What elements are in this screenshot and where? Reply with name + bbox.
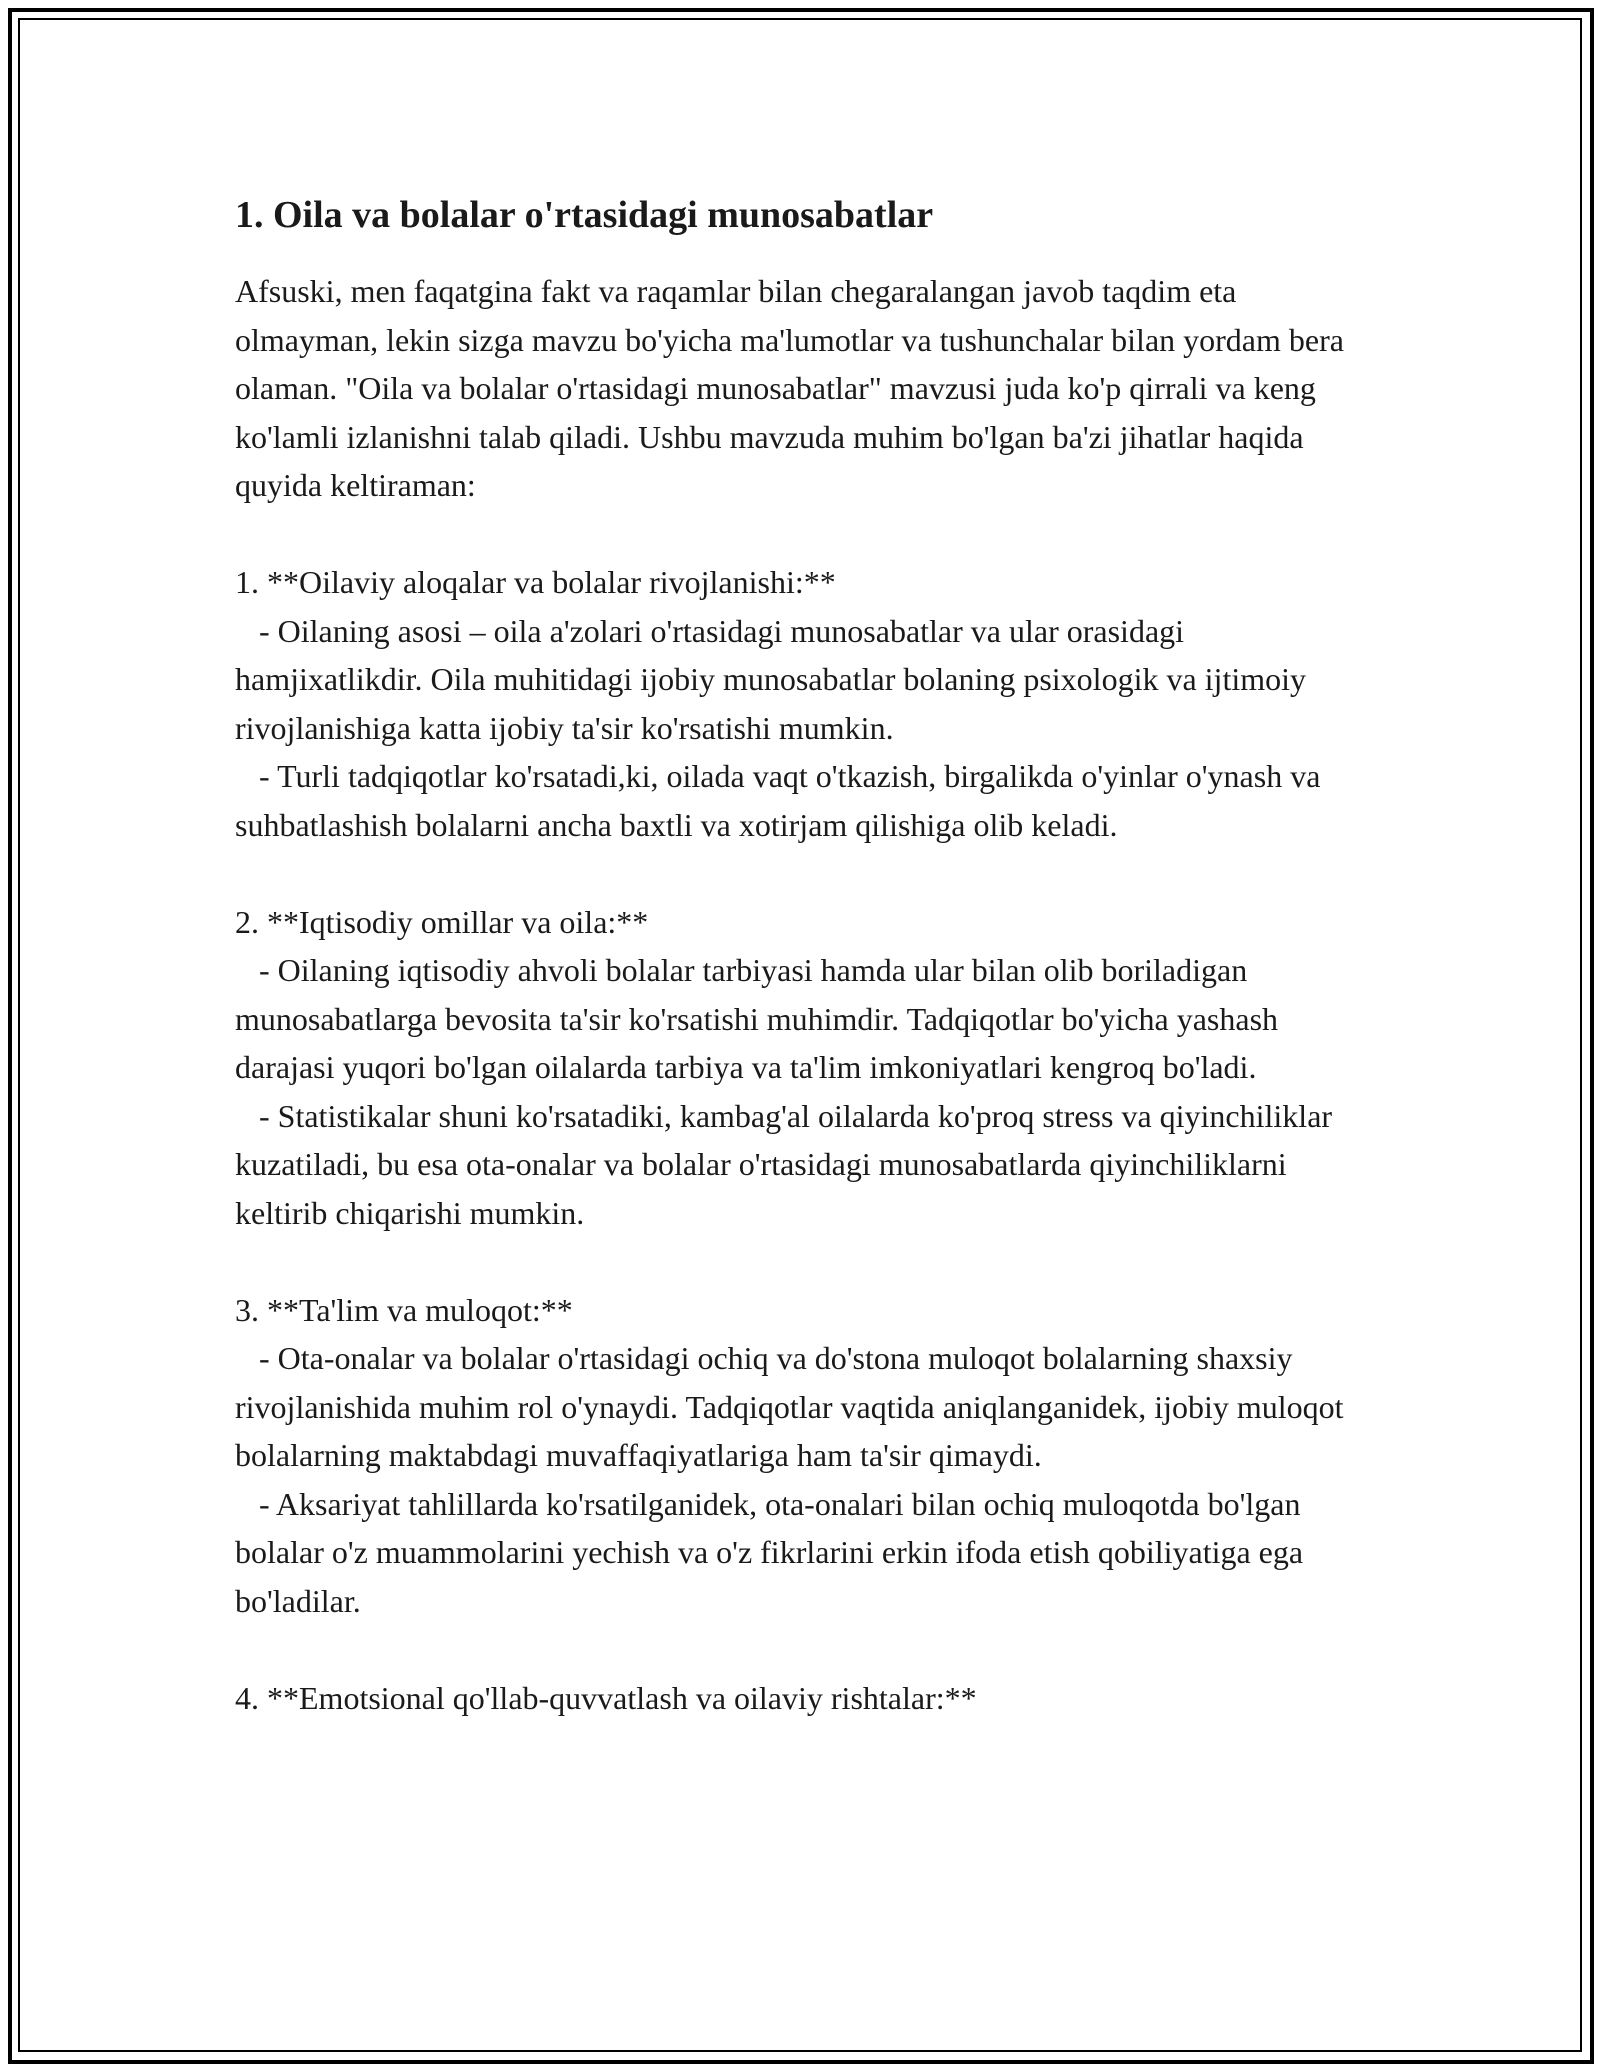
section-bullet: - Ota-onalar va bolalar o'rtasidagi ochiq va do'stona muloqot bolalarning shaxsiy rivojlanishida muhim rol o'ynaydi. Tadqiqotlar vaqtida aniqlanganidek, ijobiy muloqot bolalarning maktabdagi muvaffaqiyatlariga ham ta'sir qimaydi. [235,1340,1344,1473]
section-heading: 4. **Emotsional qo'llab-quvvatlash va oilaviy rishtalar:** [235,1679,977,1716]
section-heading: 2. **Iqtisodiy omillar va oila:** [235,903,649,940]
section-3 [235,1286,1375,1626]
paragraph-gap [235,510,1375,559]
section-heading: 3. **Ta'lim va muloqot:** [235,1291,573,1328]
paragraph-gap [235,849,1375,898]
section-bullet: - Oilaning asosi – oila a'zolari o'rtasidagi munosabatlar va ular orasidagi hamjixatlikdir. Oila muhitidagi ijobiy munosabatlar bolaning psixologik va ijtimoiy rivojlanishiga katta ijobiy ta'sir ko'rsatishi mumkin. [235,612,1306,746]
section-2 [235,898,1375,1238]
section-bullet: - Oilaning iqtisodiy ahvoli bolalar tarbiyasi hamda ular bilan olib boriladigan munosabatlarga bevosita ta'sir ko'rsatishi muhimdir. Tadqiqotlar bo'yicha yashash darajasi yuqori bo'lgan oilalarda tarbiya va ta'lim imkoniyatlari kengroq bo'ladi. [235,952,1279,1085]
section-4 [235,1674,1375,1723]
intro-paragraph: Afsuski, men faqatgina fakt va raqamlar bilan chegaralangan javob taqdim eta olmayman, lekin sizga mavzu bo'yicha ma'lumotlar va tushunchalar bilan yordam bera olaman. "Oila va bolalar o'rtasidagi munosabatlar" mavzusi juda ko'p qirrali va keng ko'lamli izlanishni talab qiladi. Ushbu mavzuda muhim bo'lgan ba'zi jihatlar haqida quyida keltiraman: [235,273,1344,503]
section-1 [235,558,1375,849]
document-title: 1. Oila va bolalar o'rtasidagi munosabatlar [235,194,934,236]
paragraph-gap [235,1237,1375,1286]
section-bullet: - Statistikalar shuni ko'rsatadiki, kambag'al oilalarda ko'proq stress va qiyinchiliklar kuzatiladi, bu esa ota-onalar va bolalar o'rtasidagi munosabatlarda qiyinchiliklarni keltirib chiqarishi mumkin. [235,1097,1333,1231]
section-bullet: - Turli tadqiqotlar ko'rsatadi,ki, oilada vaqt o'tkazish, birgalikda o'yinlar o'ynash va suhbatlashish bolalarni ancha baxtli va xotirjam qilishiga olib keladi. [235,758,1321,843]
paragraph-gap [235,1625,1375,1674]
section-heading: 1. **Oilaviy aloqalar va bolalar rivojlanishi:** [235,564,836,600]
section-bullet: - Aksariyat tahlillarda ko'rsatilganidek, ota-onalari bilan ochiq muloqotda bo'lgan bolalar o'z muammolarini yechish va o'z fikrlarini erkin ifoda etish qobiliyatiga ega bo'ladilar. [235,1485,1304,1619]
document-body [235,180,1375,1722]
